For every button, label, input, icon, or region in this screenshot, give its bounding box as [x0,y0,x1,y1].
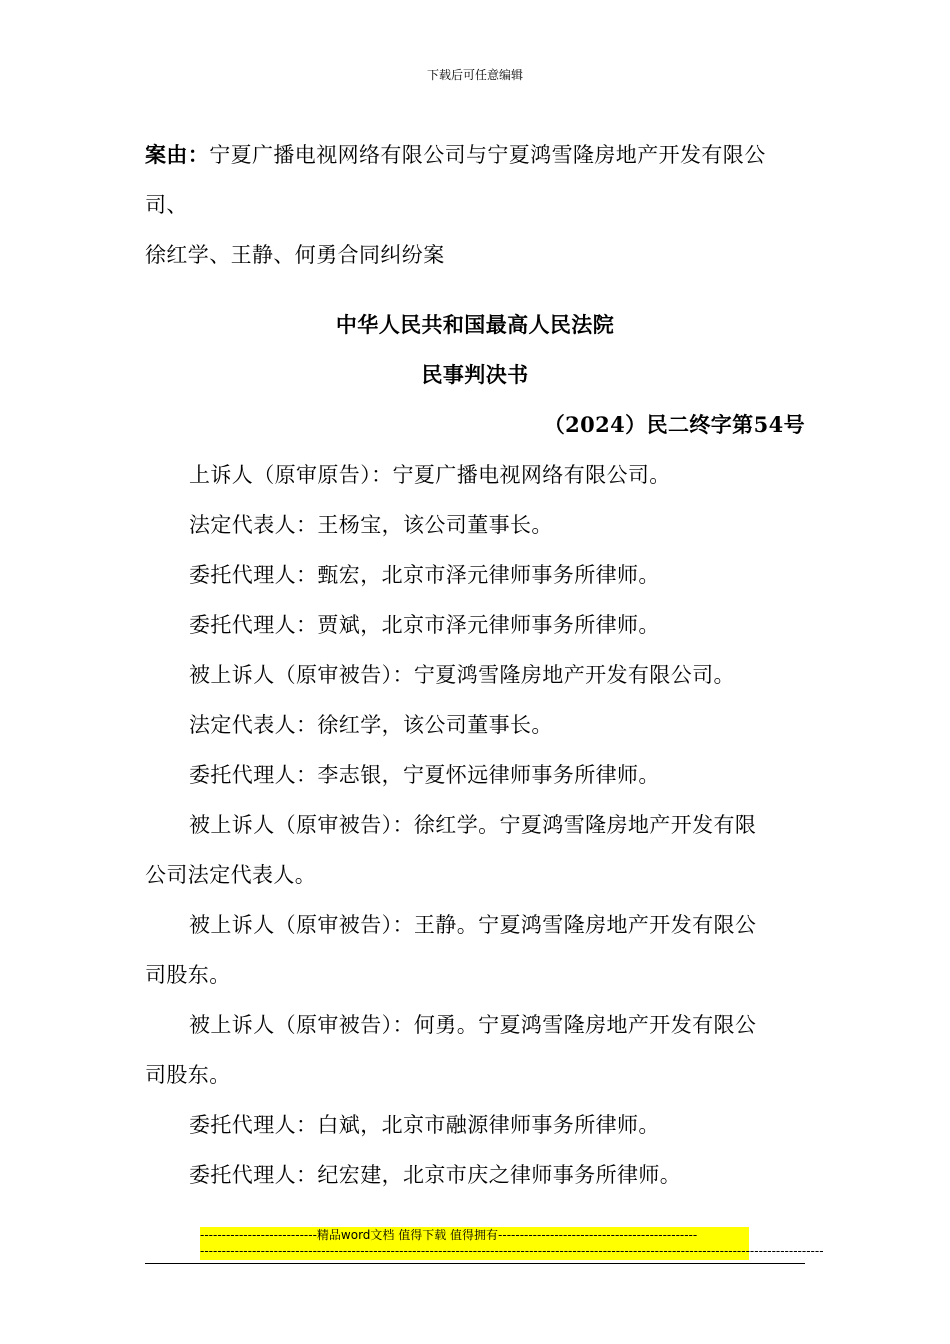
case-number: （2024）民二终字第54号 [543,412,805,437]
case-cause-line [145,130,805,180]
party-line: 委托代理人：李志银，宁夏怀远律师事务所律师。 [189,763,660,787]
party-line: 被上诉人（原审被告）：徐红学。宁夏鸿雪隆房地产开发有限 [189,813,757,837]
party-line: 上诉人（原审原告）：宁夏广播电视网络有限公司。 [189,463,671,487]
party-line: 被上诉人（原审被告）：何勇。宁夏鸿雪隆房地产开发有限公 [189,1013,757,1037]
party-line-continued: 公司法定代表人。 [145,863,317,887]
party-line: 法定代表人：徐红学，该公司董事长。 [189,713,553,737]
party-line: 委托代理人：白斌，北京市融源律师事务所律师。 [189,1113,660,1137]
party-line-continued: 司股东。 [145,1063,231,1087]
header-note: 下载后可任意编辑 [426,68,523,82]
party-line: 被上诉人（原审被告）：宁夏鸿雪隆房地产开发有限公司。 [189,663,735,687]
case-cause-label: 案由： [145,142,210,167]
party-line: 委托代理人：甄宏，北京市泽元律师事务所律师。 [189,563,660,587]
party-line: 委托代理人：纪宏建，北京市庆之律师事务所律师。 [189,1163,682,1187]
party-line: 委托代理人：贾斌，北京市泽元律师事务所律师。 [189,613,660,637]
footer-banner [200,1227,824,1260]
document-type: 民事判决书 [421,362,529,387]
party-line: 被上诉人（原审被告）：王静。宁夏鸿雪隆房地产开发有限公 [189,913,757,937]
footer-banner-line-2: ------------------------------------------------------------------------------------------------------------------------------------------------ [200,1244,824,1258]
case-cause-text-2: 司、 [145,193,188,217]
footer-banner-line-1: ---------------------------精品word文档 值得下载 值得拥有---------------------------------------------- [200,1228,698,1242]
case-cause-text-1: 宁夏广播电视网络有限公司与宁夏鸿雪隆房地产开发有限公 [209,143,766,167]
case-cause-text-3: 徐红学、王静、何勇合同纠纷案 [145,243,445,267]
document-body [145,130,805,1200]
parties-list [145,450,805,1200]
court-name: 中华人民共和国最高人民法院 [335,312,615,337]
footer-rule [145,1263,805,1264]
party-line-continued: 司股东。 [145,963,231,987]
party-line: 法定代表人：王杨宝，该公司董事长。 [189,513,553,537]
